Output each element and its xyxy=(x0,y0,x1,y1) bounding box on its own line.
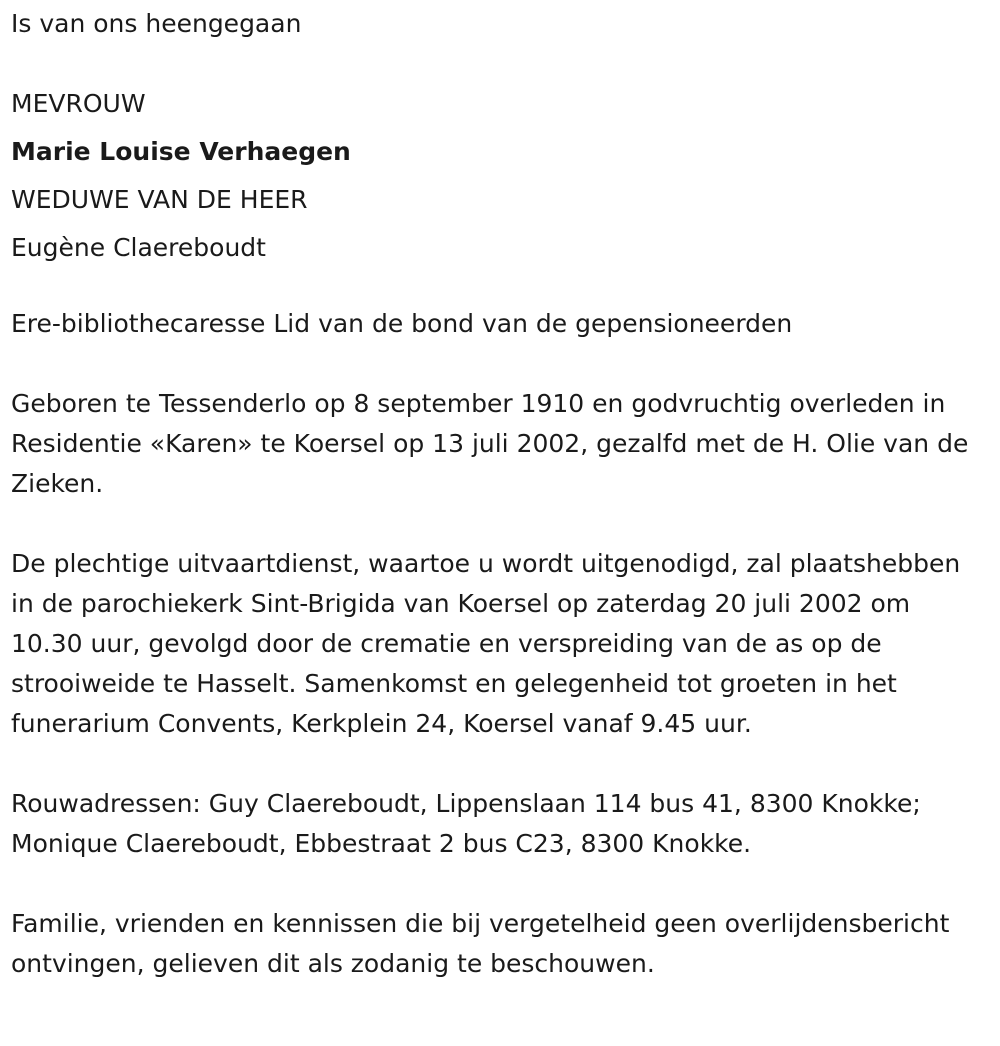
condolence-addresses-paragraph: Rouwadressen: Guy Claereboudt, Lippenslaan 114 bus 41, 8300 Knokke; Monique Claereboudt, Ebbestraat 2 bus C23, 8300 Knokke. xyxy=(11,789,921,858)
funeral-paragraph: De plechtige uitvaartdienst, waartoe u wordt uitgenodigd, zal plaatshebben in de parochiekerk Sint-Brigida van Koersel op zaterdag 20 juli 2002 om 10.30 uur, gevolgd door de crematie en verspreiding van de as op de strooiweide te Hasselt. Samenkomst en gelegenheid tot groeten in het funerarium Convents, Kerkplein 24, Koersel vanaf 9.45 uur. xyxy=(11,549,961,738)
intro-text: Is van ons heengegaan xyxy=(11,9,302,38)
deceased-name: Marie Louise Verhaegen xyxy=(11,137,351,166)
closing-note-paragraph: Familie, vrienden en kennissen die bij vergetelheid geen overlijdensbericht ontvingen, gelieven dit als zodanig te beschouwen. xyxy=(11,909,950,978)
widow-of-label: WEDUWE VAN DE HEER xyxy=(11,185,308,214)
occupation-text: Ere-bibliothecaresse Lid van de bond van de gepensioneerden xyxy=(11,309,793,338)
obituary-notice xyxy=(11,0,991,984)
title-prefix: MEVROUW xyxy=(11,89,146,118)
spouse-name: Eugène Claereboudt xyxy=(11,233,266,262)
birth-death-paragraph: Geboren te Tessenderlo op 8 september 1910 en godvruchtig overleden in Residentie «Karen» te Koersel op 13 juli 2002, gezalfd met de H. Olie van de Zieken. xyxy=(11,389,969,498)
